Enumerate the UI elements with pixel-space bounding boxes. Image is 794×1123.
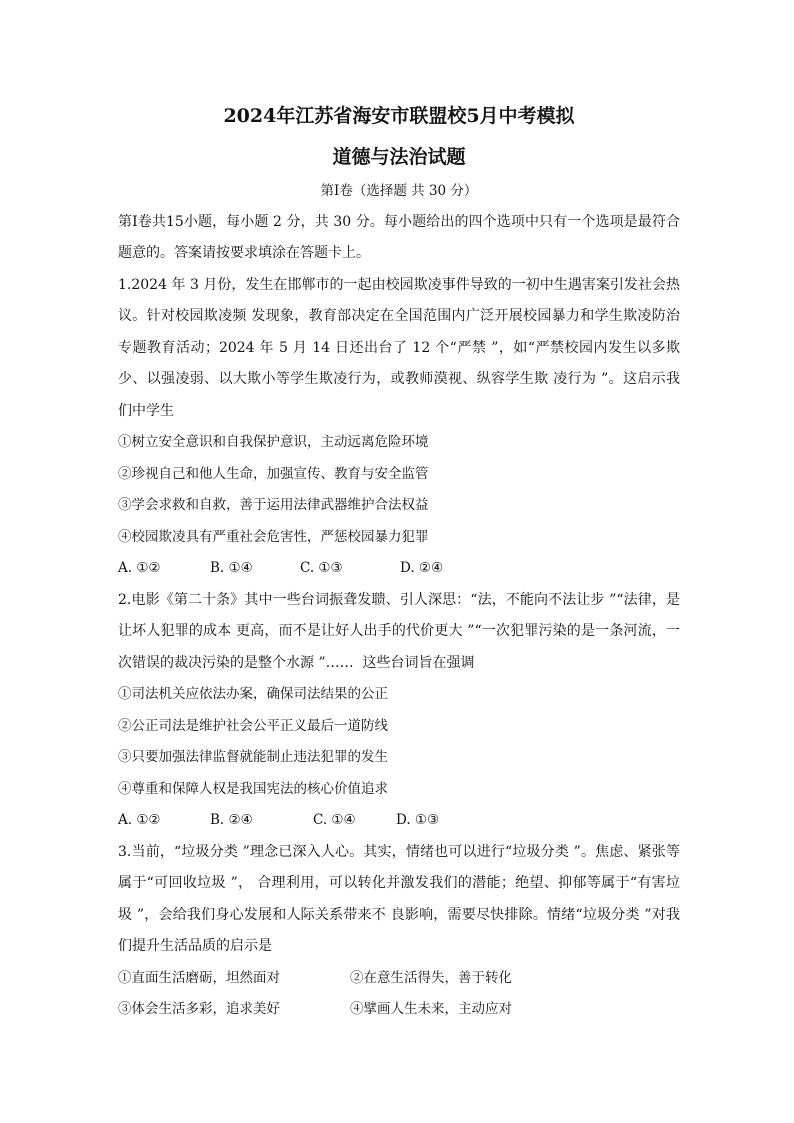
choice-d: D. ①③ (396, 812, 440, 828)
question-stem: 3.当前，“垃圾分类 ”理念已深入人心。其实，情绪也可以进行“垃圾分类 ”。焦虑、紧张等属于“可回收垃圾 ”， 合理利用，可以转化并激发我们的潜能；绝望、抑郁等属于“有害垃圾 ”，会给我们身心发展和人际关系带来不 良影响，需要尽快排除。情绪“垃圾分类 ”对我们提升生活品质的启示是 (118, 843, 680, 954)
option-statement: ④尊重和保障人权是我国宪法的核心价值追求 (118, 780, 388, 797)
question-stem: 2.电影《第二十条》其中一些台词振聋发聩、引人深思：“法，不能向不法让步 ”“法律，是让坏人犯罪的成本 更高，而不是让好人出手的代价更大 ”“一次犯罪污染的是一条河流，一次错误的裁决污染的是整个水源 ”…… 这些台词旨在强调 (118, 591, 680, 671)
option-row (118, 963, 680, 995)
option-row (118, 994, 680, 1026)
option-statement: ①树立安全意识和自我保护意识，主动远离危险环境 (118, 434, 429, 450)
option-statement: ③体会生活多彩，追求美好 (118, 1001, 280, 1017)
option-statement: ①直面生活磨砺，坦然面对 (118, 969, 280, 986)
question-stem: 1.2024 年 3 月份，发生在邯郸市的一起由校园欺凌事件导致的一初中生遇害案引发社会热议。针对校园欺凌频 发现象，教育部决定在全国范围内广泛开展校园暴力和学生欺凌防治专题教育活动；2024 年 5 月 14 日还出台了 12 个“严禁 ”，如“严禁校园内发生以多欺少、以强凌弱、以大欺小等学生欺凌行为，或教师漠视、纵容学生欺 凌行为 ”。这启示我们中学生 (118, 276, 680, 419)
section-heading: 第Ⅰ卷（选择题 共 30 分） (320, 183, 478, 199)
option-statement: ②珍视自己和他人生命，加强宣传、教育与安全监管 (118, 465, 429, 482)
question-1 (118, 270, 680, 585)
option-statement: ③只要加强法律监督就能制止违法犯罪的发生 (118, 749, 388, 765)
choice-c: C. ①③ (300, 560, 343, 576)
question-3 (118, 837, 680, 1026)
option-statement: ③学会求救和自救，善于运用法律武器维护合法权益 (118, 497, 429, 513)
option-statement: ④校园欺凌具有严重社会危害性，严惩校园暴力犯罪 (118, 528, 429, 545)
option-statement: ②公正司法是维护社会公平正义最后一道防线 (118, 717, 388, 734)
option-statement: ①司法机关应依法办案，确保司法结果的公正 (118, 686, 388, 702)
answer-choices (118, 805, 680, 837)
choice-b: B. ①④ (210, 560, 253, 576)
subject-title: 道德与法治试题 (332, 146, 466, 168)
instructions: 第Ⅰ卷共15小题，每小题 2 分，共 30 分。每小题给出的四个选项中只有一个选项是最符合题意的。答案请按要求填涂在答题卡上。 (118, 213, 680, 261)
choice-a: A. ①② (118, 812, 161, 828)
answer-choices (118, 553, 680, 585)
choice-c: C. ①④ (313, 812, 356, 828)
exam-title: 2024年江苏省海安市联盟校5月中考模拟 (223, 105, 575, 127)
option-statement: ④擘画人生未来，主动应对 (350, 1001, 512, 1017)
question-2 (118, 585, 680, 837)
choice-b: B. ②④ (210, 812, 253, 828)
choice-a: A. ①② (118, 560, 161, 576)
option-statement: ②在意生活得失，善于转化 (350, 969, 512, 986)
choice-d: D. ②④ (400, 560, 444, 576)
